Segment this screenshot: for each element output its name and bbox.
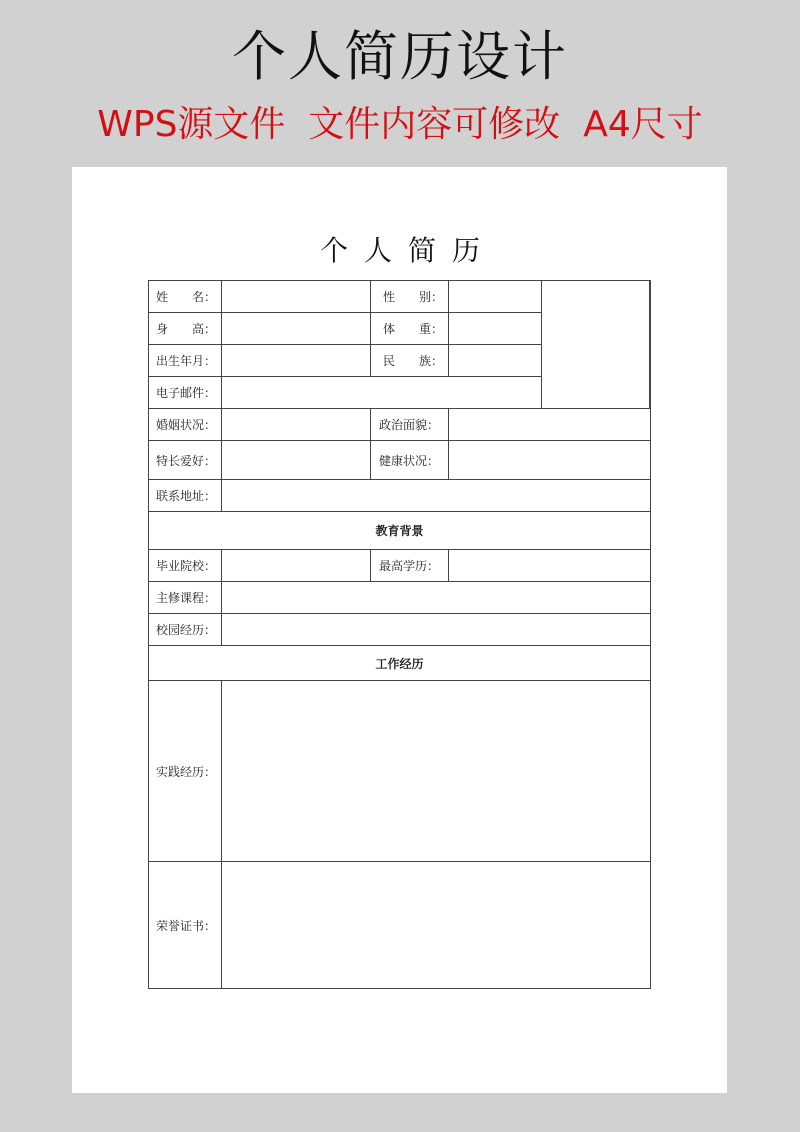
input-name[interactable] <box>222 281 371 313</box>
label-email: 电子邮件： <box>149 377 222 409</box>
resume-form <box>148 280 651 989</box>
label-honors: 荣誉证书： <box>149 862 222 988</box>
input-political[interactable] <box>449 409 650 441</box>
label-degree: 最高学历： <box>371 550 449 582</box>
label-school: 毕业院校： <box>149 550 222 582</box>
label-weight: 体 重： <box>371 313 449 345</box>
input-gender[interactable] <box>449 281 542 313</box>
input-practice[interactable] <box>222 681 650 862</box>
label-marital: 婚姻状况： <box>149 409 222 441</box>
label-birth: 出生年月： <box>149 345 222 377</box>
label-political: 政治面貌： <box>371 409 449 441</box>
input-marital[interactable] <box>222 409 371 441</box>
section-work: 工作经历 <box>149 646 650 681</box>
banner-subtitle: WPS源文件 文件内容可修改 A4尺寸 <box>97 104 703 145</box>
label-ethnicity: 民 族： <box>371 345 449 377</box>
label-name: 姓 名： <box>149 281 222 313</box>
input-skills[interactable] <box>222 441 371 480</box>
input-height[interactable] <box>222 313 371 345</box>
input-address[interactable] <box>222 480 650 512</box>
input-weight[interactable] <box>449 313 542 345</box>
input-email[interactable] <box>222 377 542 409</box>
label-skills: 特长爱好： <box>149 441 222 480</box>
input-school[interactable] <box>222 550 371 582</box>
label-practice: 实践经历： <box>149 681 222 862</box>
label-height: 身 高： <box>149 313 222 345</box>
input-birth[interactable] <box>222 345 371 377</box>
photo-box[interactable] <box>542 281 650 409</box>
label-gender: 性 别： <box>371 281 449 313</box>
input-ethnicity[interactable] <box>449 345 542 377</box>
section-education: 教育背景 <box>149 512 650 550</box>
input-honors[interactable] <box>222 862 650 988</box>
banner-title: 个人简历设计 <box>232 25 568 88</box>
label-address: 联系地址： <box>149 480 222 512</box>
input-campus[interactable] <box>222 614 650 646</box>
label-courses: 主修课程： <box>149 582 222 614</box>
label-health: 健康状况： <box>371 441 449 480</box>
input-degree[interactable] <box>449 550 650 582</box>
input-courses[interactable] <box>222 582 650 614</box>
label-campus: 校园经历： <box>149 614 222 646</box>
resume-title: 个人简历 <box>319 234 496 267</box>
input-health[interactable] <box>449 441 650 480</box>
